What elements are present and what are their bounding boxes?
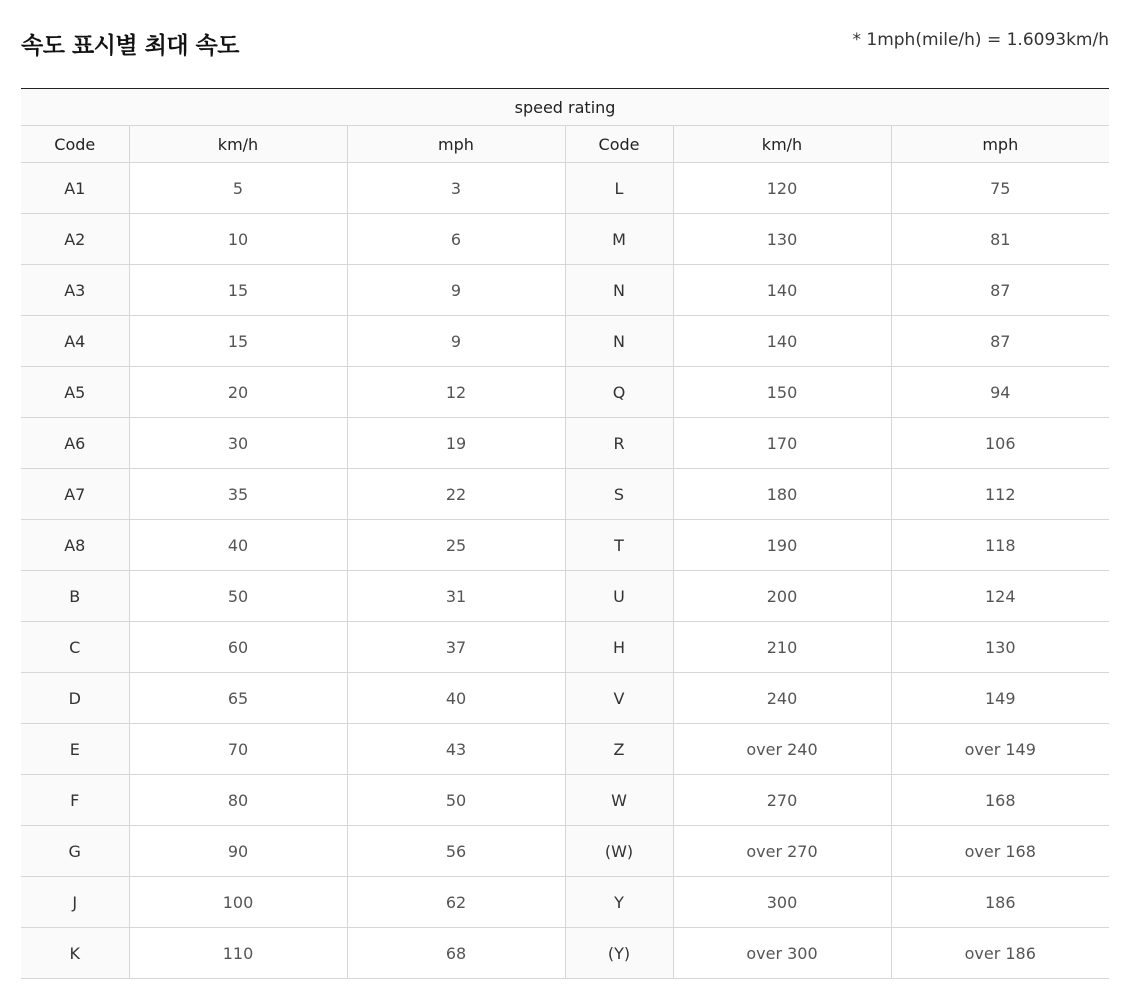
table-row [21,367,1109,418]
cell-mph-left: 25 [347,520,565,571]
page-title: 속도 표시별 최대 속도 [21,33,239,59]
cell-kmh-right: 270 [673,775,891,826]
table-row [21,469,1109,520]
cell-code-left: K [21,928,129,979]
cell-code-left: A8 [21,520,129,571]
cell-mph-left: 19 [347,418,565,469]
column-header-code-left: Code [21,126,129,163]
cell-code-left: E [21,724,129,775]
cell-code-right: Q [565,367,673,418]
table-row [21,724,1109,775]
table-row [21,520,1109,571]
cell-code-right: L [565,163,673,214]
cell-code-right: Y [565,877,673,928]
cell-code-left: A6 [21,418,129,469]
column-header-code-right: Code [565,126,673,163]
cell-mph-left: 56 [347,826,565,877]
cell-code-right: T [565,520,673,571]
cell-kmh-left: 50 [129,571,347,622]
cell-mph-left: 50 [347,775,565,826]
column-header-mph-left: mph [347,126,565,163]
table-row [21,673,1109,724]
cell-kmh-right: 130 [673,214,891,265]
cell-kmh-right: 300 [673,877,891,928]
cell-mph-left: 12 [347,367,565,418]
table-row [21,877,1109,928]
cell-kmh-right: 240 [673,673,891,724]
table-row [21,775,1109,826]
cell-kmh-right: 200 [673,571,891,622]
cell-kmh-left: 100 [129,877,347,928]
cell-code-left: J [21,877,129,928]
cell-mph-right: 81 [891,214,1109,265]
cell-mph-right: 186 [891,877,1109,928]
cell-kmh-right: 190 [673,520,891,571]
cell-kmh-left: 30 [129,418,347,469]
column-header-row [21,126,1109,163]
cell-code-right: (W) [565,826,673,877]
cell-code-right: N [565,316,673,367]
table-row [21,163,1109,214]
cell-mph-right: 106 [891,418,1109,469]
cell-code-left: A2 [21,214,129,265]
cell-mph-right: 87 [891,316,1109,367]
cell-mph-left: 6 [347,214,565,265]
cell-mph-right: over 186 [891,928,1109,979]
cell-mph-right: 94 [891,367,1109,418]
cell-mph-right: 87 [891,265,1109,316]
cell-mph-left: 62 [347,877,565,928]
cell-kmh-right: 140 [673,316,891,367]
cell-kmh-right: 140 [673,265,891,316]
table-row [21,316,1109,367]
cell-kmh-right: over 270 [673,826,891,877]
cell-code-left: C [21,622,129,673]
cell-kmh-left: 70 [129,724,347,775]
cell-mph-left: 22 [347,469,565,520]
cell-mph-left: 37 [347,622,565,673]
column-header-mph-right: mph [891,126,1109,163]
cell-mph-left: 3 [347,163,565,214]
cell-code-right: M [565,214,673,265]
cell-mph-left: 40 [347,673,565,724]
cell-code-right: W [565,775,673,826]
unit-conversion-note: * 1mph(mile/h) = 1.6093km/h [852,30,1109,50]
cell-kmh-left: 10 [129,214,347,265]
cell-code-right: R [565,418,673,469]
cell-kmh-left: 110 [129,928,347,979]
cell-kmh-right: 180 [673,469,891,520]
cell-kmh-left: 20 [129,367,347,418]
cell-mph-left: 68 [347,928,565,979]
cell-code-left: A1 [21,163,129,214]
cell-kmh-left: 15 [129,316,347,367]
cell-kmh-left: 40 [129,520,347,571]
cell-mph-right: 124 [891,571,1109,622]
cell-mph-left: 31 [347,571,565,622]
cell-code-left: F [21,775,129,826]
column-header-kmh-left: km/h [129,126,347,163]
page-header [21,25,1109,61]
table-row [21,571,1109,622]
caption-row [21,89,1109,126]
table-caption: speed rating [21,89,1109,126]
cell-mph-right: over 168 [891,826,1109,877]
cell-kmh-left: 90 [129,826,347,877]
cell-mph-right: 112 [891,469,1109,520]
cell-kmh-left: 65 [129,673,347,724]
cell-code-right: N [565,265,673,316]
cell-code-right: H [565,622,673,673]
cell-code-left: A7 [21,469,129,520]
cell-kmh-left: 80 [129,775,347,826]
cell-mph-left: 43 [347,724,565,775]
cell-kmh-left: 60 [129,622,347,673]
cell-mph-right: 75 [891,163,1109,214]
table-body [21,163,1109,979]
cell-mph-left: 9 [347,316,565,367]
speed-rating-table-wrap [21,88,1109,979]
cell-mph-right: 130 [891,622,1109,673]
cell-mph-right: 118 [891,520,1109,571]
cell-code-left: A4 [21,316,129,367]
cell-kmh-right: 120 [673,163,891,214]
cell-mph-left: 9 [347,265,565,316]
table-row [21,928,1109,979]
table-row [21,214,1109,265]
cell-kmh-right: over 300 [673,928,891,979]
cell-kmh-left: 5 [129,163,347,214]
cell-kmh-right: 150 [673,367,891,418]
cell-kmh-right: over 240 [673,724,891,775]
cell-code-left: B [21,571,129,622]
cell-code-left: A3 [21,265,129,316]
cell-code-right: (Y) [565,928,673,979]
cell-code-right: U [565,571,673,622]
cell-kmh-left: 15 [129,265,347,316]
cell-mph-right: 168 [891,775,1109,826]
cell-code-right: V [565,673,673,724]
cell-kmh-left: 35 [129,469,347,520]
cell-mph-right: over 149 [891,724,1109,775]
cell-code-left: G [21,826,129,877]
cell-code-right: Z [565,724,673,775]
column-header-kmh-right: km/h [673,126,891,163]
cell-code-left: A5 [21,367,129,418]
speed-rating-table [21,88,1109,979]
cell-code-left: D [21,673,129,724]
cell-mph-right: 149 [891,673,1109,724]
table-row [21,826,1109,877]
table-row [21,622,1109,673]
cell-kmh-right: 170 [673,418,891,469]
table-row [21,418,1109,469]
cell-code-right: S [565,469,673,520]
table-row [21,265,1109,316]
cell-kmh-right: 210 [673,622,891,673]
